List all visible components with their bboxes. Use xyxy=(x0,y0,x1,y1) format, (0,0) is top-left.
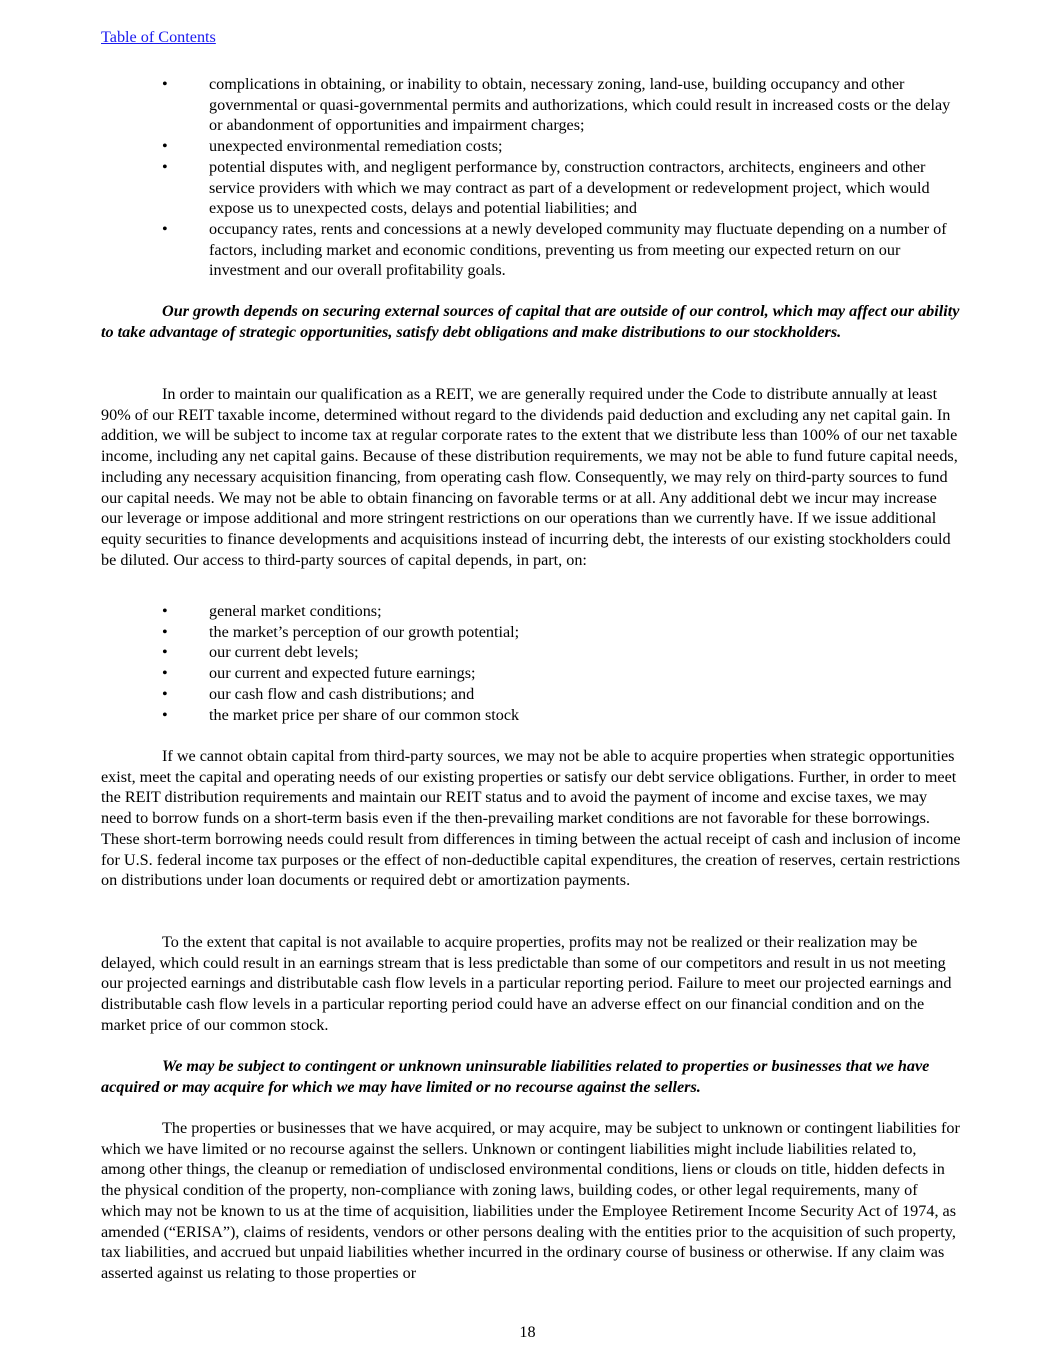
list-item-text: occupancy rates, rents and concessions at a newly developed community may fluctuate depending on a number of factors, including market and economic conditions, preventing us from meeting our expected return on our investment and our overall profitability goals. xyxy=(209,219,947,280)
development-risks-list xyxy=(101,74,961,281)
bullet-icon: • xyxy=(162,684,168,703)
bullet-icon: • xyxy=(162,705,168,724)
bullet-icon: • xyxy=(162,75,168,93)
list-item xyxy=(101,622,961,643)
section-heading-capital: Our growth depends on securing external sources of capital that are outside of our control, which may affect our ability to take advantage of strategic opportunities, satisfy debt obligations and make distributions to our stockholders. xyxy=(101,302,960,341)
bullet-icon: • xyxy=(162,643,168,662)
bullet-icon: • xyxy=(162,622,168,641)
list-item xyxy=(101,642,961,663)
list-item-text: general market conditions; xyxy=(209,602,382,620)
paragraph-capital-availability: To the extent that capital is not available to acquire properties, profits may not be realized or their realization may be delayed, which could result in an earnings stream that is less predictable than some of our competitors and result in us not meeting our projected earnings and distributable cash flow levels in a particular reporting period. Failure to meet our projected earnings and distributable cash flow levels in a particular reporting period could have an adverse effect on our financial condition and on the market price of our common stock. xyxy=(101,933,952,1034)
list-item-text: our current and expected future earnings; xyxy=(209,664,476,683)
bullet-icon: • xyxy=(162,137,168,156)
list-item-text: potential disputes with, and negligent performance by, construction contractors, architects, engineers and other service providers with which we may contract as part of a development or redevelopment project, which would expose us to unexpected costs, delays and potential liabilities; and xyxy=(209,157,930,218)
list-item xyxy=(101,219,961,281)
list-item-text: complications in obtaining, or inability to obtain, necessary zoning, land-use, building occupancy and other governmental or quasi-governmental permits and authorizations, which could result in increased costs or the delay or abandonment of opportunities and impairment charges; xyxy=(209,75,951,135)
paragraph-reit-distribution: In order to maintain our qualification as a REIT, we are generally required under the Code to distribute annually at least 90% of our REIT taxable income, determined without regard to the dividends paid deduction and excluding any net capital gain. In addition, we will be subject to income tax at regular corporate rates to the extent that we distribute less than 100% of our net taxable income, including any net capital gains. Because of these distribution requirements, we may not be able to fund future capital needs, including any necessary acquisition financing, from operating cash flow. Consequently, we may rely on third-party sources to fund our capital needs. We may not be able to obtain financing on favorable terms or at all. Any additional debt we incur may increase our leverage or impose additional and more stringent restrictions on our operations than we currently have. If we issue additional equity securities to finance developments and acquisitions instead of incurring debt, the interests of our existing stockholders could be diluted. Our access to third-party sources of capital depends, in part, on: xyxy=(101,385,958,569)
section-heading-liabilities: We may be subject to contingent or unknown uninsurable liabilities related to properties or businesses that we have acquired or may acquire for which we may have limited or no recourse against the sellers. xyxy=(101,1057,930,1096)
list-item xyxy=(101,157,961,219)
page-number: 18 xyxy=(519,1323,536,1341)
bullet-icon: • xyxy=(162,219,168,238)
capital-access-factors-list xyxy=(101,601,961,725)
list-item-text: our current debt levels; xyxy=(209,643,359,662)
table-of-contents-link[interactable]: Table of Contents xyxy=(101,28,216,46)
bullet-icon: • xyxy=(162,157,168,176)
list-item xyxy=(101,663,961,684)
bullet-icon: • xyxy=(162,602,168,620)
list-item-text: our cash flow and cash distributions; and xyxy=(209,684,475,703)
list-item xyxy=(101,74,961,136)
list-item xyxy=(101,136,961,157)
paragraph-third-party-capital: If we cannot obtain capital from third-party sources, we may not be able to acquire properties when strategic opportunities exist, meet the capital and operating needs of our existing properties or satisfy our debt service obligations. Further, in order to meet the REIT distribution requirements and maintain our REIT status and to avoid the payment of income and excise taxes, we may need to borrow funds on a short-term basis even if the then-prevailing market conditions are not favorable for these borrowings. These short-term borrowing needs could result from differences in timing between the actual receipt of cash and inclusion of income for U.S. federal income tax purposes or the effect of non-deductible capital expenditures, the creation of reserves, certain restrictions on distributions under loan documents or required debt or amortization payments. xyxy=(101,747,961,890)
paragraph-contingent-liabilities: The properties or businesses that we have acquired, or may acquire, may be subject to unknown or contingent liabilities for which we have limited or no recourse against the sellers. Unknown or contingent liabilities might include liabilities related to, among other things, the cleanup or remediation of undisclosed environmental conditions, liens or clouds on title, hidden defects in the physical condition of the property, non-compliance with zoning laws, building codes, or other legal requirements, many of which may not be known to us at the time of acquisition, liabilities under the Employee Retirement Income Security Act of 1974, as amended (“ERISA”), claims of residents, vendors or other persons dealing with the entities prior to the acquisition of such property, tax liabilities, and accrued but unpaid liabilities whether incurred in the ordinary course of business or otherwise. If any claim was asserted against us relating to those properties or xyxy=(101,1119,960,1282)
list-item-text: the market’s perception of our growth potential; xyxy=(209,622,520,641)
list-item xyxy=(101,684,961,705)
list-item xyxy=(101,705,961,726)
list-item-text: the market price per share of our common stock xyxy=(209,705,520,724)
bullet-icon: • xyxy=(162,664,168,683)
list-item-text: unexpected environmental remediation costs; xyxy=(209,137,503,156)
list-item xyxy=(101,601,961,622)
